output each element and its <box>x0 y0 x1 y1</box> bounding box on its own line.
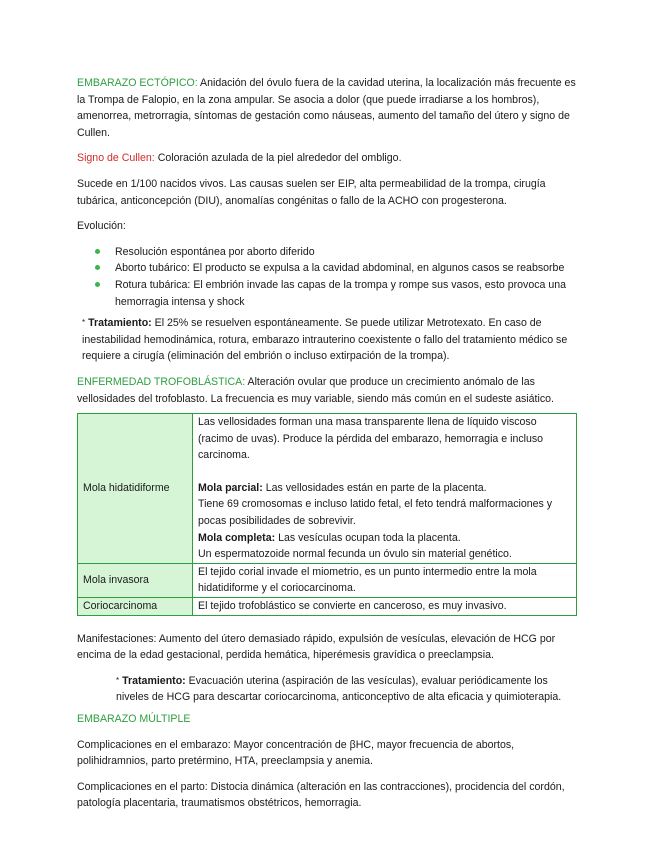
trofoblastica-heading: ENFERMEDAD TROFOBLÁSTICA: <box>77 375 246 388</box>
evolucion-label: Evolución: <box>77 220 126 233</box>
tratamiento-label: Tratamiento: <box>88 317 152 330</box>
coriocarcinoma-text: El tejido trofoblástico se convierte en canceroso, es muy invasivo. <box>193 598 577 616</box>
mola-invasora-label: Mola invasora <box>78 563 193 597</box>
ectopico-tratamiento <box>77 315 577 365</box>
mola-completa-detail: Un espermatozoide normal fecunda un óvulo sin material genético. <box>198 548 512 561</box>
manifestaciones-paragraph: Manifestaciones: Aumento del útero demasiado rápido, expulsión de vesículas, elevación de HCG por encima de la edad gestacional, perdida hemática, hiperémesis gravídica o preeclampsia. <box>77 632 556 662</box>
cullen-label: Signo de Cullen: <box>77 152 155 165</box>
ectopico-text: Anidación del óvulo fuera de la cavidad uterina, la localización más frecuente es la Trompa de Falopio, en la zona ampular. Se asocia a dolor (que puede irradiarse a los hombros), amenorrea, metrorragia, síntomas de gestación como náuseas, aumento del tamaño del útero y signo de Cullen. <box>77 77 576 139</box>
asterisk-icon: * <box>82 318 86 328</box>
list-item: Resolución espontánea por aborto diferido <box>95 244 577 261</box>
mola-hidatidiforme-cell <box>193 414 577 564</box>
mola-parcial: Mola parcial: Las vellosidades están en parte de la placenta. <box>198 481 487 494</box>
mola-completa: Mola completa: Las vesículas ocupan toda la placenta. <box>198 531 461 544</box>
tratamiento-label: Tratamiento: <box>122 674 186 687</box>
asterisk-icon: * <box>116 675 120 685</box>
document-content <box>77 75 577 812</box>
green-dot-icon <box>95 249 100 254</box>
tratamiento-text: Evacuación uterina (aspiración de las vesículas), evaluar periódicamente los niveles de HCG para descartar coriocarcinoma, anticonceptivo de alta eficacia y quimioterapia. <box>116 674 562 704</box>
complicaciones-embarazo: Complicaciones en el embarazo: Mayor concentración de βHC, mayor frecuencia de abortos, polihidramnios, parto pretérmino, HTA, preeclampsia y anemia. <box>77 738 515 768</box>
trofoblastica-paragraph <box>77 374 577 407</box>
cullen-paragraph <box>77 150 577 167</box>
coriocarcinoma-label: Coriocarcinoma <box>78 598 193 616</box>
trofoblastica-table <box>77 413 577 616</box>
tratamiento-text: El 25% se resuelven espontáneamente. Se puede utilizar Metrotexato. En caso de inestabilidad hemodinámica, rotura, embarazo intrauterino coexistente o fallo del tratamiento médico se requiere a cirugía (eliminación del embrión o incluso extirpación de la trompa). <box>82 317 568 363</box>
multiple-heading: EMBARAZO MÚLTIPLE <box>77 713 191 725</box>
ectopico-heading: EMBARAZO ECTÓPICO: <box>77 77 198 89</box>
incidence-paragraph: Sucede en 1/100 nacidos vivos. Las causas suelen ser EIP, alta permeabilidad de la trompa, cirugía tubárica, anticoncepción (DIU), anomalías congénitas o fallo de la ACHO con progesterona. <box>77 177 546 207</box>
mola-intro: Las vellosidades forman una masa transparente llena de líquido viscoso (racimo de uvas). Produce la pérdida del embarazo, hemorragia e incluso carcinoma. <box>198 416 544 462</box>
cullen-text: Coloración azulada de la piel alrededor del ombligo. <box>157 152 402 165</box>
complicaciones-parto: Complicaciones en el parto: Distocia dinámica (alteración en las contracciones), procidencia del cordón, patología placentaria, traumatismos obstétricos, hemorragia. <box>77 780 565 810</box>
list-item: Rotura tubárica: El embrión invade las capas de la trompa y rompe sus vasos, esto provoca una hemorragia intensa y shock <box>95 277 577 310</box>
mola-hidatidiforme-label: Mola hidatidiforme <box>78 414 193 564</box>
green-dot-icon <box>95 265 100 270</box>
evolucion-list <box>77 244 577 310</box>
mola-invasora-text: El tejido corial invade el miometrio, es un punto intermedio entre la mola hidatidiforme y el coriocarcinoma. <box>193 563 577 597</box>
green-dot-icon <box>95 282 100 287</box>
table-row <box>78 563 577 597</box>
ectopico-paragraph <box>77 75 577 141</box>
mola-parcial-detail: Tiene 69 cromosomas e incluso latido fetal, el feto tendrá malformaciones y pocas posibilidades de sobrevivir. <box>198 498 553 528</box>
table-row <box>78 414 577 564</box>
trofoblastica-tratamiento <box>77 673 577 706</box>
table-row <box>78 598 577 616</box>
trofoblastica-text: Alteración ovular que produce un crecimiento anómalo de las vellosidades del trofoblasto. La frecuencia es muy variable, siendo más común en el sudeste asiático. <box>77 375 554 405</box>
list-item: Aborto tubárico: El producto se expulsa a la cavidad abdominal, en algunos casos se reabsorbe <box>95 260 577 277</box>
